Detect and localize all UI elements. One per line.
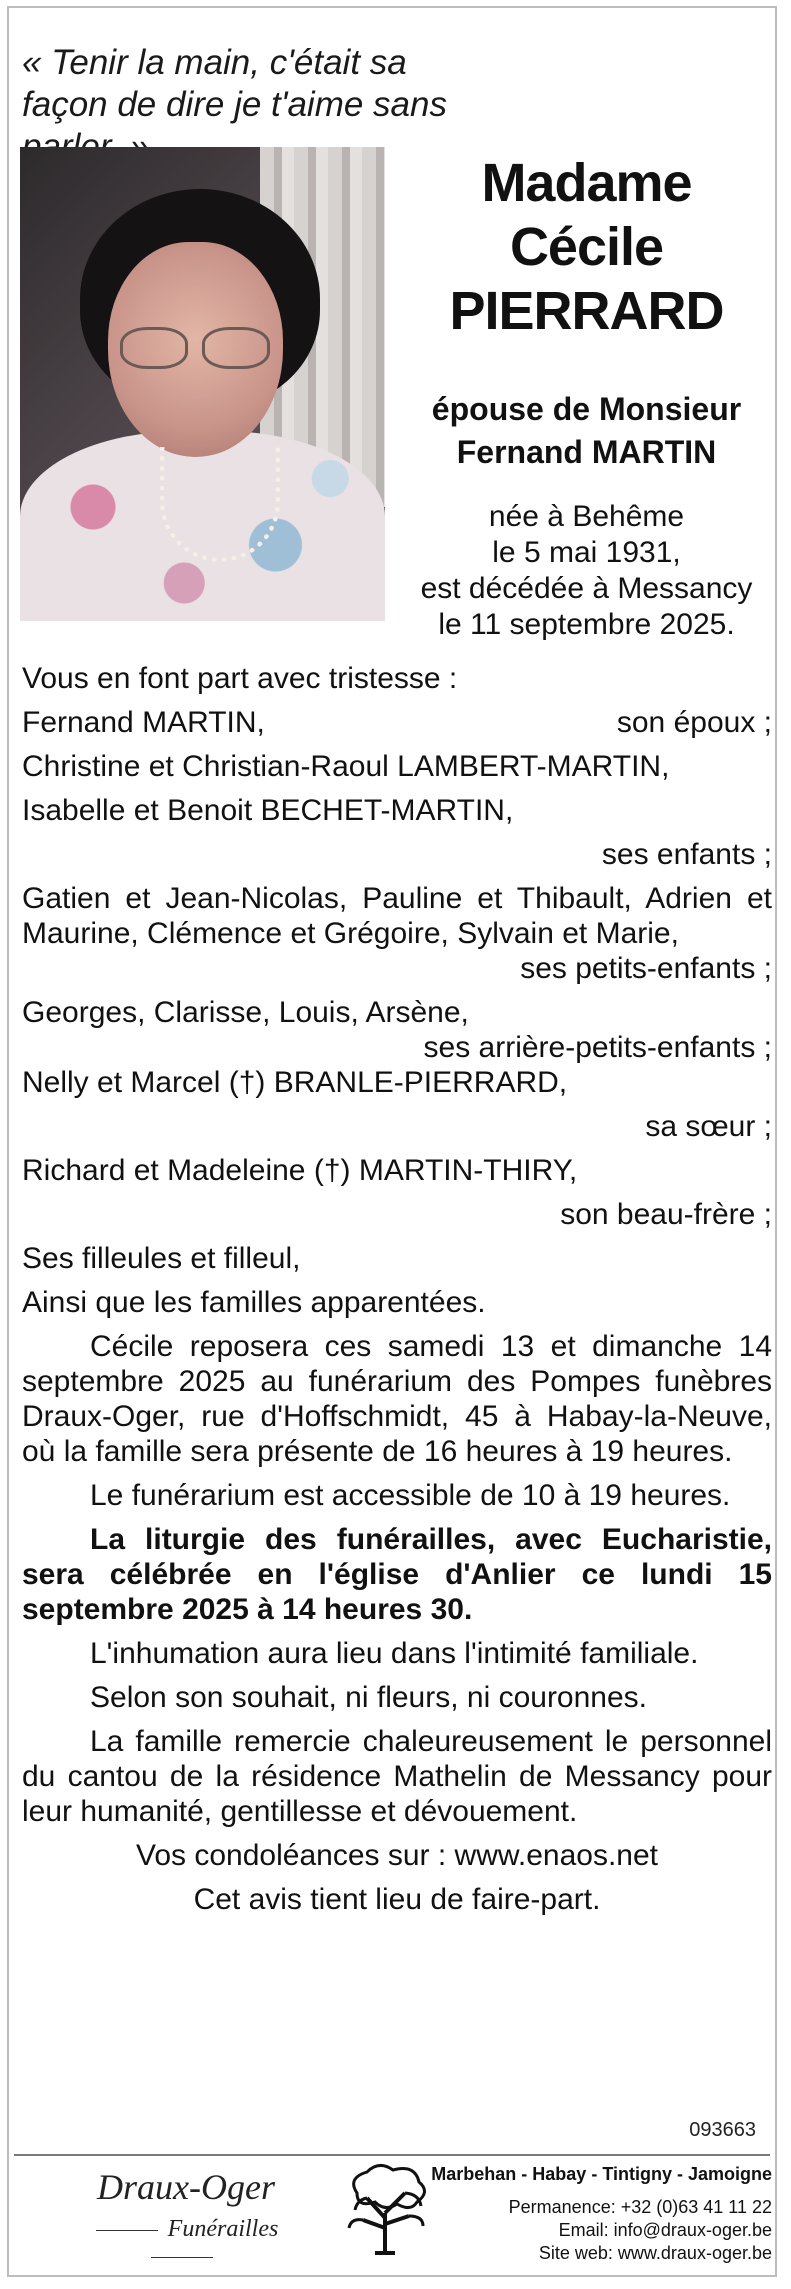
- birth-line-4: le 11 septembre 2025.: [438, 608, 735, 641]
- spouse-block: [404, 388, 769, 474]
- family-great-grandchildren: Georges, Clarisse, Louis, Arsène,: [22, 996, 469, 1029]
- birth-line-3: est décédée à Messancy: [420, 572, 753, 605]
- funeral-home-contact: [427, 2163, 772, 2265]
- paragraph-access: Le funérarium est accessible de 10 à 19 heures.: [90, 1479, 731, 1512]
- family-great-grandchildren-role: ses arrière-petits-enfants ;: [423, 1031, 772, 1064]
- contact-towns: Marbehan - Habay - Tintigny - Jamoigne: [431, 2164, 772, 2184]
- family-sister: Nelly et Marcel (†) BRANLE-PIERRARD,: [22, 1066, 568, 1099]
- birth-line-2: le 5 mai 1931,: [492, 536, 681, 569]
- family-children-2: Isabelle et Benoit BECHET-MARTIN,: [22, 794, 514, 827]
- family-relatives: Ainsi que les familles apparentées.: [22, 1286, 486, 1319]
- spouse-line-2: Fernand MARTIN: [456, 434, 717, 470]
- condolences-line: Vos condoléances sur : www.enaos.net: [136, 1839, 658, 1872]
- family-spouse-name: Fernand MARTIN,: [22, 706, 265, 739]
- name-first: Cécile: [509, 217, 664, 277]
- family-children-1: Christine et Christian-Raoul LAMBERT-MARTIN,: [22, 750, 670, 783]
- paragraph-rest: Cécile reposera ces samedi 13 et dimanche 14 septembre 2025 au funérarium des Pompes funèbres Draux-Oger, rue d'Hoffschmidt, 45 à Habay-la-Neuve, où la famille sera présente de 16 heures à 19 heures.: [22, 1330, 772, 1468]
- photo-necklace: [160, 447, 280, 562]
- family-intro: Vous en font part avec tristesse :: [22, 662, 458, 695]
- reference-number: 093663: [689, 2119, 756, 2141]
- paragraph-wish: Selon son souhait, ni fleurs, ni couronnes.: [90, 1681, 648, 1714]
- paragraph-burial: L'inhumation aura lieu dans l'intimité familiale.: [90, 1637, 699, 1670]
- epigraph-quote: « Tenir la main, c'était sa façon de dire je t'aime sans: [22, 43, 447, 124]
- family-grandchildren: Gatien et Jean-Nicolas, Pauline et Thibault, Adrien et Maurine, Clémence et Grégoire, Sylvain et Marie,: [22, 882, 772, 950]
- name-title: Madame: [481, 153, 692, 213]
- funeral-home-logo-name: Draux-Oger: [97, 2167, 275, 2207]
- family-brother-in-law-role: son beau-frère ;: [560, 1198, 772, 1231]
- paragraph-thanks: La famille remercie chaleureusement le personnel du cantou de la résidence Mathelin de Messancy pour leur humanité, gentillesse et dévouement.: [22, 1725, 772, 1828]
- birth-line-1: née à Behême: [488, 500, 685, 533]
- obituary-notice: [7, 6, 777, 2277]
- announcement-body: [22, 661, 772, 1917]
- contact-email[interactable]: Email: info@draux-oger.be: [558, 2220, 772, 2240]
- contact-phone: Permanence: +32 (0)63 41 11 22: [508, 2197, 772, 2217]
- deceased-name: [404, 151, 769, 343]
- photo-glasses: [120, 327, 270, 367]
- spouse-line-1: épouse de Monsieur: [431, 391, 742, 427]
- family-children-role: ses enfants ;: [601, 838, 772, 871]
- birth-death-block: [404, 499, 769, 643]
- paragraph-liturgy: La liturgie des funérailles, avec Eucharistie, sera célébrée en l'église d'Anlier ce lundi 15 septembre 2025 à 14 heures 30.: [22, 1523, 772, 1626]
- notice-line: Cet avis tient lieu de faire-part.: [193, 1883, 601, 1916]
- family-brother-in-law: Richard et Madeleine (†) MARTIN-THIRY,: [22, 1154, 578, 1187]
- funeral-home-logo-sub: Funérailles: [47, 2216, 317, 2270]
- family-spouse-role: son époux ;: [616, 706, 772, 739]
- portrait-photo: [20, 147, 385, 621]
- footer-divider: [14, 2154, 770, 2156]
- name-last: PIERRARD: [449, 281, 724, 341]
- contact-website[interactable]: Site web: www.draux-oger.be: [538, 2243, 772, 2263]
- family-godchildren: Ses filleules et filleul,: [22, 1242, 301, 1275]
- family-grandchildren-role: ses petits-enfants ;: [520, 952, 772, 985]
- family-sister-role: sa sœur ;: [645, 1110, 772, 1143]
- family-row-spouse: [22, 705, 772, 740]
